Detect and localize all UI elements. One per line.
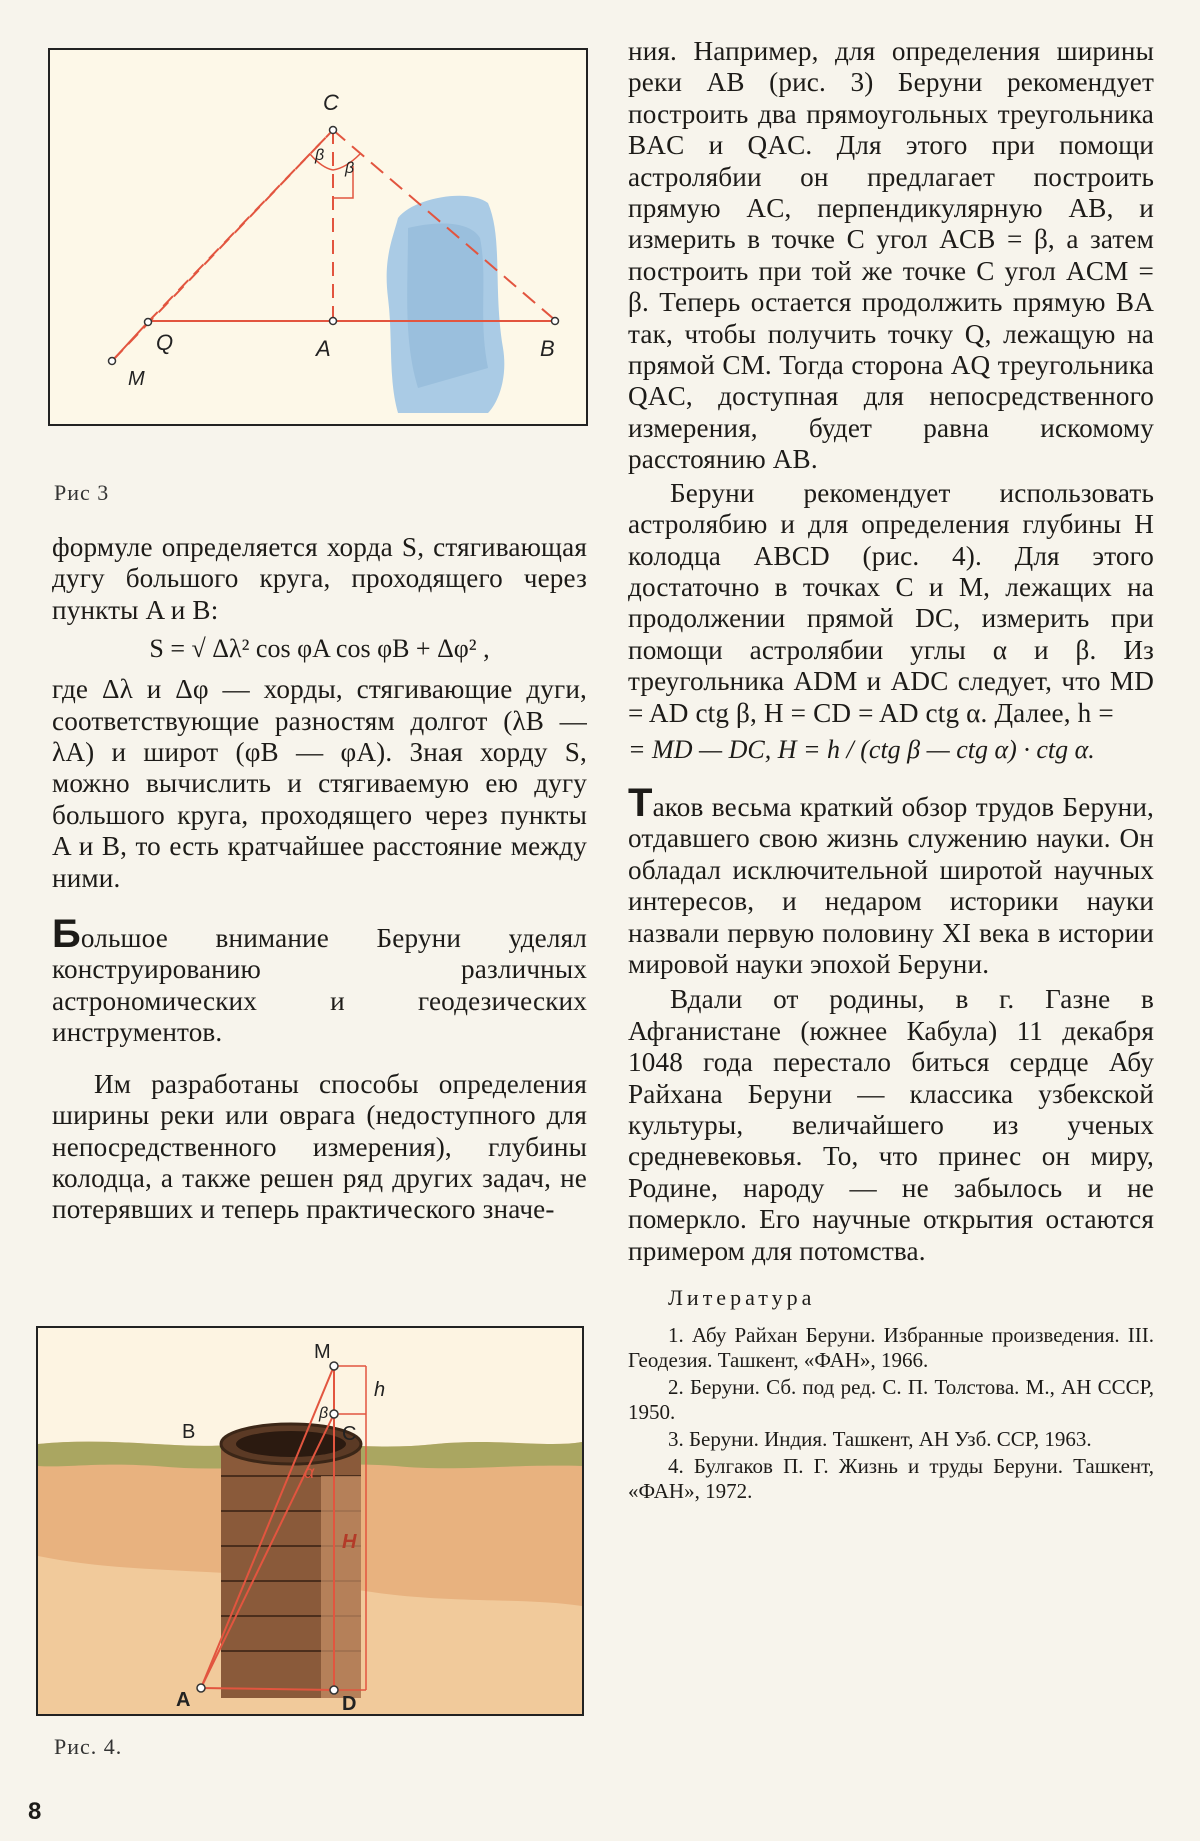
dropcap-t: Т: [628, 780, 653, 825]
depth-formula: = MD — DC, H = h / (ctg β — ctg α) · ctg α.: [628, 734, 1095, 764]
left-column: [52, 532, 587, 1226]
label-h-small: h: [374, 1379, 386, 1401]
references-list: [628, 1323, 1154, 1504]
right-paragraph-4: Вдали от родины, в г. Газне в Афганистане (южнее Кабула) 11 декабря 1048 года перестало биться сердце Абу Райхана Беруни — классика узбекской культуры, величайшего из ученых средневековья. То, что принес он миру, Родине, народу — не забылось и не померкло. Его научные открытия остаются примером для потомства.: [628, 984, 1154, 1266]
river-shape: [387, 196, 505, 413]
reference-item: 2. Беруни. Сб. под ред. С. П. Толстова. М., АН СССР, 1950.: [628, 1375, 1154, 1425]
left-paragraph-2: где Δλ и Δφ — хорды, стягивающие дуги, соответствующие разностям долгот (λB — λA) и широт (φB — φA). Зная хорду S, можно вычислить и стягиваемую ею дугу большого круга, проходящего через пункты A и B, то есть кратчайшее расстояние между ними.: [52, 674, 587, 893]
figure-3: [48, 48, 588, 426]
label-beta: β: [319, 1405, 329, 1422]
figure-4-caption: Рис. 4.: [54, 1734, 123, 1759]
label-beta-2: β: [345, 160, 355, 177]
well-shape: [221, 1424, 361, 1698]
figure-4: [36, 1326, 584, 1716]
label-alpha: α: [304, 1462, 315, 1482]
label-q: Q: [156, 330, 174, 355]
label-c: C: [323, 90, 339, 115]
literature-title: Литература: [668, 1285, 816, 1311]
label-a: A: [316, 336, 331, 361]
distance-formula: S = √ Δλ² cos φA cos φB + Δφ² ,: [149, 634, 490, 664]
label-m: M: [314, 1341, 331, 1363]
right-paragraph-1: ния. Например, для определения ширины реки AB (рис. 3) Беруни рекомендует построить два прямоугольных треугольника BAC и QAC. Для этого при помощи астролябии он предлагает построить прямую AC, перпендикулярную AB, и измерить в точке C угол ACB = β, а затем построить при той же точке C угол ACM = β. Теперь остается продолжить прямую BA так, чтобы получить точку Q, лежащую на прямой CM. Тогда сторона AQ треугольника QAC, доступная для непосредственного измерения, будет равна искомому расстоянию AB.: [628, 36, 1154, 475]
reference-item: 3. Беруни. Индия. Ташкент, АН Узб. ССР, 1963.: [668, 1427, 1092, 1452]
left-paragraph-4: Им разработаны способы определения ширины реки или оврага (недоступного для непосредственного измерения), глубины колодца, а также решен ряд других задач, не потерявших и теперь практического значе-: [52, 1068, 587, 1225]
label-h-big: H: [342, 1531, 357, 1553]
reference-item: 1. Абу Райхан Беруни. Избранные произведения. III. Геодезия. Ташкент, «ФАН», 1966.: [628, 1323, 1154, 1373]
right-column: [628, 36, 1154, 1506]
label-beta-1: β: [315, 147, 325, 164]
reference-item: 4. Булгаков П. Г. Жизнь и труды Беруни. Ташкент, «ФАН», 1972.: [628, 1454, 1154, 1504]
label-c: C: [342, 1423, 357, 1445]
dropcap-b: Б: [52, 912, 81, 957]
figure-3-diagram: [48, 48, 588, 426]
figure-3-caption: Рис 3: [54, 480, 110, 505]
right-paragraph-2: Беруни рекомендует использовать астролябию и для определения глубины H колодца ABCD (рис. 4). Для этого достаточно в точках C и M, лежащих на продолжении прямой DC, измерить при помощи астролябии углы α и β. Из треугольника ADM и ADC следует, что MD = AD ctg β, H = CD = AD ctg α. Далее, h =: [628, 477, 1154, 728]
label-a: A: [176, 1689, 191, 1711]
right-paragraph-3: [628, 780, 1154, 980]
page-number: 8: [28, 1798, 42, 1825]
label-b: B: [182, 1421, 196, 1443]
label-d: D: [342, 1693, 357, 1715]
figure-4-diagram: [36, 1326, 584, 1716]
left-paragraph-3: [52, 912, 587, 1049]
label-b: B: [540, 336, 555, 361]
left-paragraph-1: формуле определяется хорда S, стягивающая дугу большого круга, проходящего через пункты A и B:: [52, 532, 587, 625]
left-paragraph-3-text: ольшое внимание Беруни уделял конструированию различных астрономических и геодезических инструментов.: [52, 923, 587, 1048]
right-paragraph-3-text: аков весьма краткий обзор трудов Беруни, отдавшего свою жизнь служению науки. Он обладал исключительной широтой научных интересов, и недаром историки науки назвали первую половину XI века в истории мировой науки эпохой Беруни.: [628, 791, 1154, 979]
label-m: M: [128, 368, 145, 390]
